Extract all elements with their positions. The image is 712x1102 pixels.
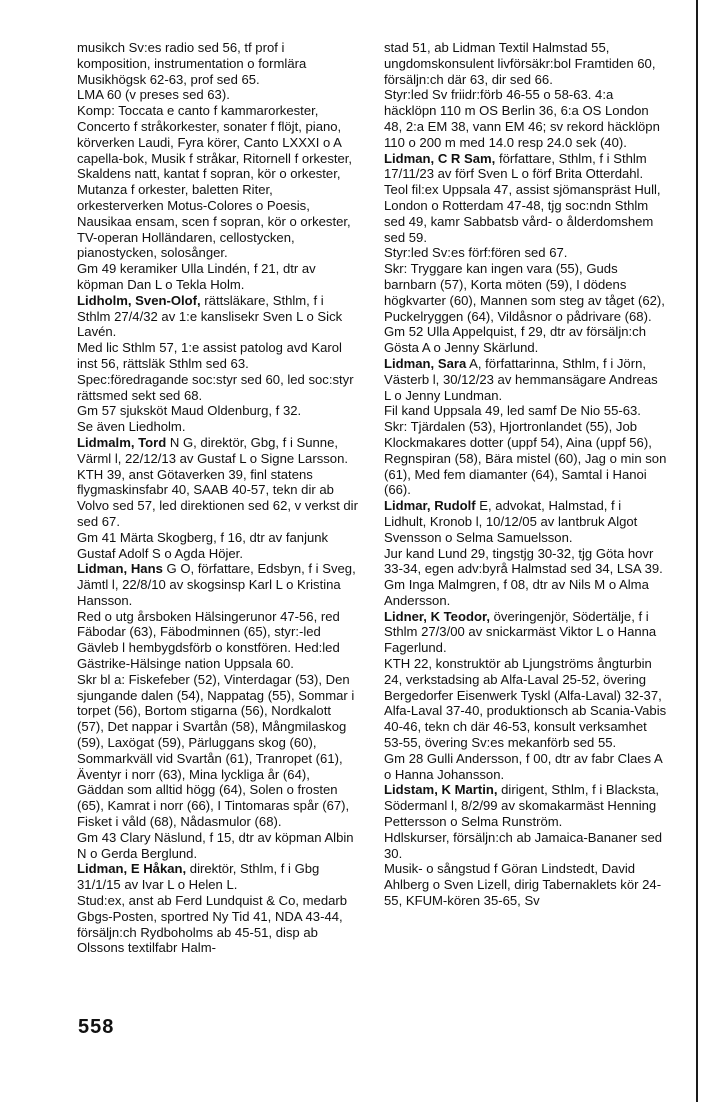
- entry: Gm 52 Ulla Appelquist, f 29, dtr av försäljn:ch Gösta A o Jenny Skärlund.: [384, 324, 647, 356]
- entry: Med lic Sthlm 57, 1:e assist patolog avd Karol inst 56, rättsläk Sthlm sed 63.: [77, 340, 342, 371]
- entry: Gm 28 Gulli Andersson, f 00, dtr av fabr Claes A o Hanna Johansson.: [384, 750, 663, 782]
- entry: Gm 49 keramiker Ulla Lindén, f 21, dtr av köpman Dan L o Tekla Holm.: [77, 261, 316, 292]
- entry: Teol fil:ex Uppsala 47, assist sjömanspräst Hull, London o Rotterdam 47-48, tjg soc:ndn Sthlm sed 49, kamr Sabbatsb vård- o ålderdomshem sed 59.: [384, 182, 661, 245]
- page-edge-rule: [696, 0, 698, 1102]
- entry: Gm 57 sjuksköt Maud Oldenburg, f 32.: [77, 403, 302, 419]
- entry-headword: Lidman, C R Sam, författare, Sthlm, f i Sthlm 17/11/23 av förf Sven L o förf Brita Otterdahl.: [384, 150, 647, 182]
- entry: Styr:led Sv friidr:förb 46-55 o 58-63. 4:a häcklöpn 110 m OS Berlin 36, 6:a OS London 48, 2:a EM 38, vann EM 46; sv rekord häcklöpn 110 o 200 m med 14.0 resp 24.0 sek (40).: [384, 87, 660, 150]
- entry-headword: Lidmar, Rudolf E, advokat, Halmstad, f i Lidhult, Kronob l, 10/12/05 av lantbruk Algot Svensson o Selma Samuelsson.: [384, 498, 638, 545]
- entry-cross-reference: Se även Liedholm.: [77, 419, 186, 435]
- entry: musikch Sv:es radio sed 56, tf prof i komposition, instrumentation o formlära Musikhögsk 62-63, prof sed 65.: [77, 40, 307, 87]
- entry: Stud:ex, anst ab Ferd Lundquist & Co, medarb Gbgs-Posten, sportred Ny Tid 41, NDA 43-44, försäljn:ch Rydboholms ab 45-51, disp ab Olssons textilfabr Halm-: [77, 893, 348, 956]
- entry: Red o utg årsboken Hälsingerunor 47-56, red Fäbodar (63), Fäbodminnen (65), styr:-led Gävleb l hembygdsförb o konstfören. Hed:led Gästrike-Hälsinge nation Uppsala 60.: [77, 608, 340, 672]
- entry: KTH 22, konstruktör ab Ljungströms ångturbin 24, verkstadsing ab Alfa-Laval 25-52, övering Bergedorfer Eisenwerk Tyskl (Alfa-Laval) 32-37, Alfa-Laval 37-40, produktionsch ab Scania-Vabis 40-46, tekn ch där 46-53, konsult verksamhet 53-55, övering Sv:es mekanförb sed 55.: [384, 656, 667, 751]
- entry: KTH 39, anst Götaverken 39, finl statens flygmaskinsfabr 40, SAAB 40-57, tekn dir ab Volvo sed 57, led direktionen sed 62, v verkst dir sed 67.: [77, 466, 358, 529]
- right-column: [384, 40, 667, 909]
- entry: Jur kand Lund 29, tingstjg 30-32, tjg Göta hovr 33-34, egen adv:byrå Halmstad sed 34, LSA 39.: [384, 545, 663, 577]
- entry: Styr:led Sv:es förf:fören sed 67.: [384, 245, 568, 261]
- entry: Spec:föredragande soc:styr sed 60, led soc:styr rättsmed sekt sed 68.: [77, 371, 354, 403]
- entry: Skr bl a: Fiskefeber (52), Vinterdagar (53), Den sjungande dalen (54), Nappatag (55), Sommar i torpet (56), Bortom stigarna (56), Nordkalott (57), Det nappar i Svartån (58), Mångmilaskog (59), Laxögat (59), Pärluggans skog (60), Sommarkväll vid Svartån (61), Tranropet (61), Äventyr i norr (63), Mina lyckliga år (64), Gäddan som alltid högg (64), Solen o frosten (65), Kamrat i norr (66), I Tintomaras spår (67), Fisket i våld (68), Nådasmulor (68).: [77, 671, 355, 830]
- entry-headword: Lidstam, K Martin, dirigent, Sthlm, f i Blacksta, Södermanl l, 8/2/99 av skomakarmäst Henning Pettersson o Selma Runström.: [384, 782, 660, 830]
- entry-headword: Lidmalm, Tord N G, direktör, Gbg, f i Sunne, Värml l, 22/12/13 av Gustaf L o Signe Larsson.: [77, 434, 348, 466]
- entry: Hdlskurser, försäljn:ch ab Jamaica-Bananer sed 30.: [384, 829, 663, 861]
- entry: Skr: Tryggare kan ingen vara (55), Guds barnbarn (57), Korta möten (59), I dödens högkvarter (60), Mannen som steg av tåget (62), Puckelryggen (64), Vildåsnor o pådrivare (68).: [384, 261, 665, 324]
- entry-headword: Lidman, E Håkan, direktör, Sthlm, f i Gbg 31/1/15 av Ivar L o Helen L.: [77, 861, 320, 893]
- entry: Musik- o sångstud f Göran Lindstedt, David Ahlberg o Sven Lizell, dirig Tabernaklets kör 24-55, KFUM-kören 35-65, Sv: [384, 861, 662, 909]
- entry: Komp: Toccata e canto f kammarorkester, Concerto f stråkorkester, sonater f flöjt, piano, körverken Laudi, Fyra körer, Canto LXXXI o A capella-bok, Musik f stråkar, Ritornell f orkester, Skaldens natt, kantat f sopran, kör o orkester, Mutanza f orkester, baletten Riter, orkesterverken Motus-Colores o Poesis, Nausikaa ensam, scen f sopran, kör o orkester, TV-operan Holländaren, cellostycken, pianostycken, solosånger.: [77, 103, 353, 261]
- entry: Gm 41 Märta Skogberg, f 16, dtr av fanjunk Gustaf Adolf S o Agda Höjer.: [77, 529, 329, 561]
- entry: LMA 60 (v preses sed 63).: [77, 87, 230, 103]
- entry-headword: Lidholm, Sven-Olof, rättsläkare, Sthlm, f i Sthlm 27/4/32 av 1:e kanslisekr Sven L o Sick Lavén.: [77, 292, 343, 340]
- entry: stad 51, ab Lidman Textil Halmstad 55, ungdomskonsulent livförsäkr:bol Framtiden 60, försäljn:ch där 63, dir sed 66.: [384, 40, 656, 87]
- entry: Gm 43 Clary Näslund, f 15, dtr av köpman Albin N o Gerda Berglund.: [77, 829, 354, 861]
- entry: Skr: Tjärdalen (53), Hjortronlandet (55), Job Klockmakares dotter (uppf 54), Aina (uppf 56), Regnspiran (58), Bära mistel (60), Jag o min son (61), Med fem diamanter (64), Samtal i Hanoi (66).: [384, 419, 667, 498]
- entry: Gm Inga Malmgren, f 08, dtr av Nils M o Alma Andersson.: [384, 577, 649, 608]
- page-number: 558: [78, 1016, 115, 1038]
- entry-headword: Lidner, K Teodor, överingenjör, Södertälje, f i Sthlm 27/3/00 av snickarmäst Viktor L o Hanna Fagerlund.: [384, 608, 657, 656]
- entry-headword: Lidman, Hans G O, författare, Edsbyn, f i Sveg, Jämtl l, 22/8/10 av skogsinsp Karl L o Kristina Hansson.: [77, 561, 356, 608]
- entry: Fil kand Uppsala 49, led samf De Nio 55-63.: [384, 403, 641, 419]
- left-column: [77, 40, 360, 956]
- entry-headword: Lidman, Sara A, författarinna, Sthlm, f i Jörn, Västerb l, 30/12/23 av hemmansägare Andreas L o Jenny Lundman.: [384, 355, 658, 403]
